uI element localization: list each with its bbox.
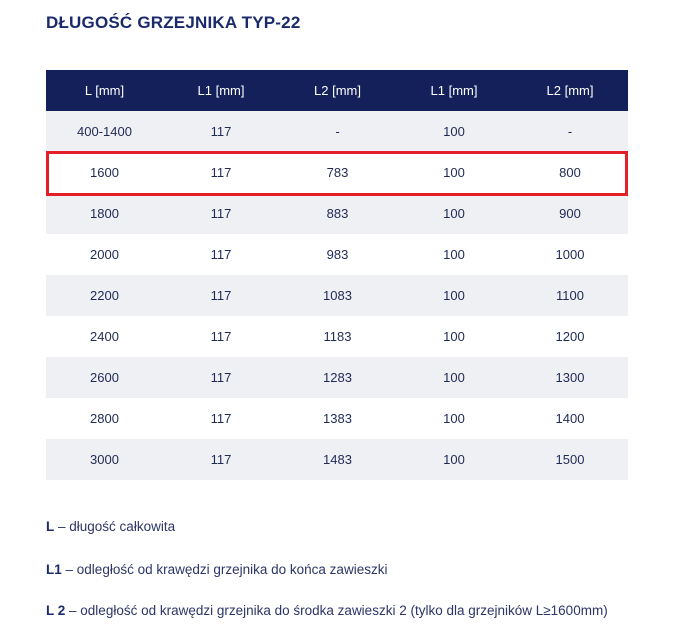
- table-cell: -: [335, 124, 340, 139]
- header-cell-l1-second: L1 [mm]: [430, 83, 478, 98]
- table-row: [46, 111, 628, 152]
- table-cell: 117: [210, 288, 232, 303]
- table-cell: 117: [210, 206, 232, 221]
- table-cell: 1283: [323, 370, 352, 385]
- table-cell: 1100: [556, 288, 584, 303]
- table-cell: 100: [443, 165, 465, 180]
- table-cell: 900: [559, 206, 581, 221]
- table-cell: 983: [326, 247, 349, 262]
- legend-key: L1: [46, 562, 62, 577]
- table-row: [46, 275, 628, 316]
- table-cell: 100: [443, 206, 465, 221]
- table-cell: 2200: [90, 288, 119, 303]
- table-row: [46, 193, 628, 234]
- table-cell: 1300: [555, 370, 585, 385]
- table-row: [46, 152, 628, 193]
- table-cell: 100: [443, 411, 465, 426]
- table-cell: 117: [210, 124, 232, 139]
- table-cell: 1400: [555, 411, 585, 426]
- header-cell-l: L [mm]: [84, 83, 125, 98]
- table-cell: 117: [210, 165, 232, 180]
- table-cell: 1200: [555, 329, 585, 344]
- table-cell: 100: [443, 124, 465, 139]
- table-row: [46, 234, 628, 275]
- table-row: [46, 357, 628, 398]
- legend-text: – odległość od krawędzi grzejnika do końca zawieszki: [65, 562, 388, 577]
- table-cell: 1083: [323, 288, 352, 303]
- table-cell: 100: [443, 329, 465, 344]
- table-cell: 117: [210, 411, 232, 426]
- header-cell-l2: L2 [mm]: [314, 83, 361, 98]
- table-cell: 400-1400: [77, 124, 132, 139]
- table-header-row: [46, 70, 628, 111]
- legend-key: L: [46, 519, 55, 534]
- table-cell: 117: [210, 452, 232, 467]
- table-cell: 100: [443, 247, 465, 262]
- dimensions-table: [46, 70, 628, 480]
- table-cell: 883: [326, 206, 349, 221]
- table-cell: 1183: [323, 329, 352, 344]
- legend-item-l: [46, 519, 175, 534]
- table-cell: 117: [210, 329, 232, 344]
- table-cell: 1483: [323, 452, 352, 467]
- legend-text: – długość całkowita: [58, 519, 176, 534]
- table-cell: 800: [559, 165, 581, 180]
- table-cell: 117: [210, 247, 232, 262]
- legend-item-l1: [46, 562, 387, 577]
- table-cell: 1500: [555, 452, 585, 467]
- table-cell: 1000: [555, 247, 585, 262]
- page-title: DŁUGOŚĆ GRZEJNIKA TYP-22: [46, 13, 301, 32]
- header-cell-l2-second: L2 [mm]: [546, 83, 594, 98]
- legend-key: L 2: [46, 603, 66, 618]
- table-row: [46, 316, 628, 357]
- table-cell: -: [567, 124, 573, 139]
- table-cell: 1600: [90, 165, 119, 180]
- table-cell: 1383: [323, 411, 352, 426]
- table-cell: 1800: [90, 206, 119, 221]
- table-cell: 2400: [90, 329, 119, 344]
- header-cell-l1: L1 [mm]: [197, 83, 245, 98]
- table-cell: 2600: [90, 370, 119, 385]
- table-cell: 2000: [90, 247, 119, 262]
- table-cell: 783: [326, 165, 349, 180]
- table-cell: 100: [443, 370, 465, 385]
- table-row: [46, 398, 628, 439]
- table-row: [46, 439, 628, 480]
- table-cell: 117: [210, 370, 232, 385]
- legend-item-l2: [46, 603, 608, 618]
- legend-text: – odległość od krawędzi grzejnika do środka zawieszki 2 (tylko dla grzejników L≥1600mm): [69, 603, 608, 618]
- table-cell: 100: [443, 452, 465, 467]
- table-cell: 100: [443, 288, 465, 303]
- table-cell: 2800: [90, 411, 119, 426]
- table-cell: 3000: [90, 452, 119, 467]
